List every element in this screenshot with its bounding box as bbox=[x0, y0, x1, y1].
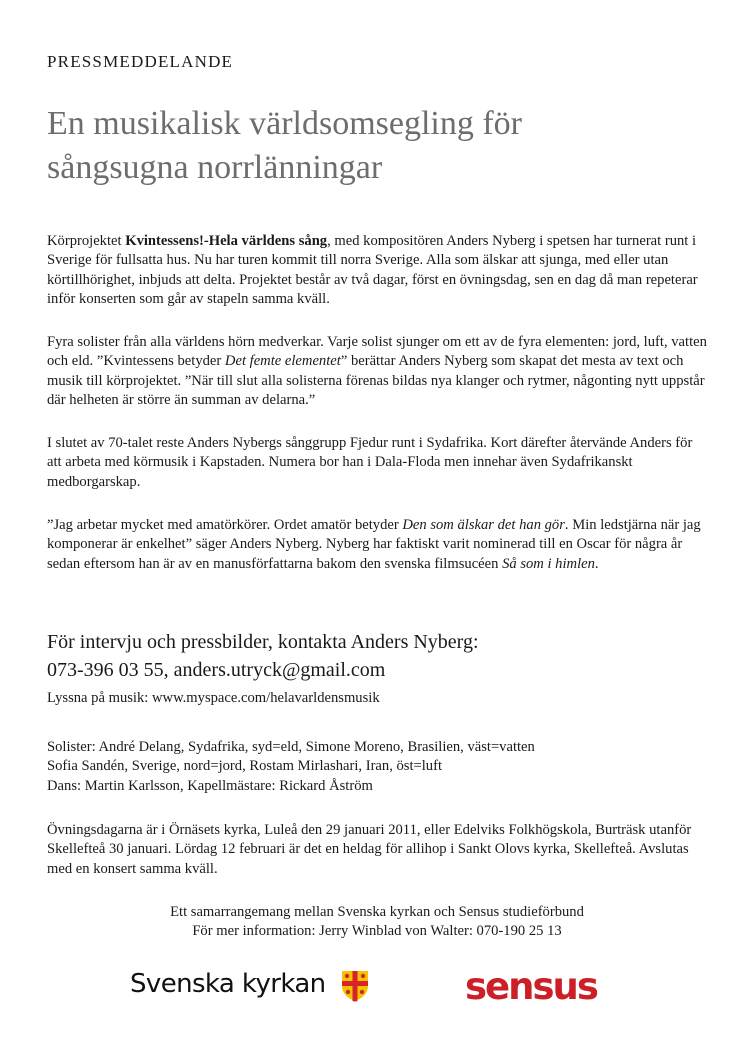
soloists-line-1: Solister: André Delang, Sydafrika, syd=eld, Simone Moreno, Brasilien, väst=vatten bbox=[47, 739, 535, 755]
sensus-logo: sensus bbox=[465, 965, 597, 1008]
paragraph-text: Fyra solister från alla världens hörn medverkar. Varje solist sjunger om ett av de fyra elementen: jord, luft, vatten och eld. ”Kvintessens betyder bbox=[47, 334, 707, 370]
paragraph-text: ”Jag arbetar mycket med amatörkörer. Ordet amatör betyder bbox=[47, 517, 403, 533]
contact-details: 073-396 03 55, anders.utryck@gmail.com bbox=[47, 659, 386, 681]
document-type-label: PRESSMEDDELANDE bbox=[47, 52, 234, 71]
headline bbox=[47, 102, 707, 190]
contact-block bbox=[47, 628, 707, 684]
paragraph-intro bbox=[47, 232, 707, 310]
church-shield-icon bbox=[341, 970, 369, 1002]
soloists-line-2: Sofia Sandén, Sverige, nord=jord, Rostam Mirlashari, Iran, öst=luft bbox=[47, 758, 443, 775]
svenska-kyrkan-logo: Svenska kyrkan bbox=[130, 969, 326, 999]
credits-line: Dans: Martin Karlsson, Kapellmästare: Rickard Åström bbox=[47, 777, 373, 794]
paragraph-quote bbox=[47, 516, 707, 574]
footer-contact: För mer information: Jerry Winblad von Walter: 070-190 25 13 bbox=[192, 923, 562, 940]
soloists-block bbox=[47, 738, 707, 796]
footer-organizers: Ett samarrangemang mellan Svenska kyrkan och Sensus studieförbund bbox=[170, 904, 584, 920]
emphasis-text: Den som älskar det han gör bbox=[402, 517, 565, 533]
paragraph-soloists bbox=[47, 333, 707, 411]
paragraph-text: . Min ledstjärna när jag komponerar är enkelhet” säger Anders Nyberg. Nyberg har faktiskt varit nominerad till en Oscar för några år sedan eftersom han är av en manusförfattarna bakom den svenska filmsucéen bbox=[47, 517, 701, 572]
paragraph-text: ” berättar Anders Nyberg som skapat det mesta av text och musik till körprojektet. ”När till slut alla solisterna förenas bildas nya klanger och rytmer, någonting nytt uppstår där helheten är större än summan av delarna.” bbox=[47, 353, 705, 409]
logo-row bbox=[47, 965, 707, 1015]
paragraph-text: , med kompositören Anders Nyberg i spetsen har turnerat runt i Sverige för fullsatta hus. Nu har turen kommit till norra Sverige. Alla som älskar att sjunga, med eller utan körtillhörighet, inbjuds att delta. Projektet består av två dagar, först en övningsdag, sen en dag då man repeterar inför konserten som går av stapeln samma kväll. bbox=[47, 233, 698, 308]
paragraph-text: Körprojektet bbox=[47, 233, 126, 249]
contact-heading: För intervju och pressbilder, kontakta Anders Nyberg: bbox=[47, 631, 479, 653]
project-name: Kvintessens!-Hela världens sång bbox=[125, 233, 328, 249]
listen-link-line: Lyssna på musik: www.myspace.com/helavarldensmusik bbox=[47, 690, 380, 706]
paragraph-background: I slutet av 70-talet reste Anders Nybergs sånggrupp Fjedur runt i Sydafrika. Kort därefter återvände Anders för att arbeta med körmusik i Kapstaden. Numera bor han i Dala-Floda men innehar även Sydafrikanskt medborgarskap. bbox=[47, 435, 693, 490]
headline-line-2: sångsugna norrlänningar bbox=[47, 149, 383, 186]
film-title: Så som i himlen bbox=[502, 555, 595, 572]
paragraph-text: . bbox=[594, 555, 599, 572]
headline-line-1: En musikalisk världsomsegling för bbox=[47, 105, 523, 142]
emphasis-text: Det femte elementet bbox=[224, 353, 341, 370]
schedule-paragraph: Övningsdagarna är i Örnäsets kyrka, Luleå den 29 januari 2011, eller Edelviks Folkhögskola, Burträsk utanför Skellefteå 30 januari. Lördag 12 februari är det en heldag för allihop i Sankt Olovs kyrka, Skellefteå. Avslutas med en konsert samma kväll. bbox=[47, 822, 692, 877]
footer-info bbox=[47, 903, 707, 942]
